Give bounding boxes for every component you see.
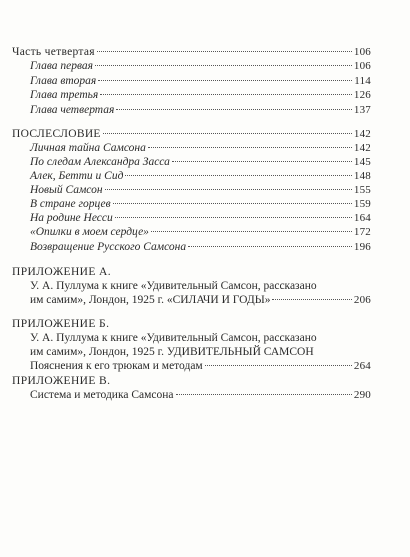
toc-title: ПОСЛЕСЛОВИЕ: [12, 128, 101, 140]
toc-title: Глава первая: [30, 60, 93, 72]
dot-leader: [105, 189, 352, 190]
toc-page-number: 137: [353, 104, 371, 116]
dot-leader: [205, 365, 352, 366]
toc-title: В стране горцев: [30, 198, 111, 210]
toc-title: По следам Александра Засса: [30, 156, 170, 168]
toc-entry-afterword-3: [30, 169, 371, 183]
dot-leader: [115, 217, 352, 218]
dot-leader: [113, 203, 352, 204]
toc-page-number: 159: [353, 198, 371, 210]
dot-leader: [103, 133, 352, 134]
dot-leader: [172, 161, 352, 162]
dot-leader: [176, 394, 352, 395]
toc-title: Глава вторая: [30, 75, 97, 87]
toc-entry-appendix-c: [30, 388, 371, 402]
toc-entry-chapter-1: [30, 59, 371, 73]
toc-entry-afterword-2: [30, 155, 371, 169]
toc-entry-afterword-4: [30, 183, 371, 197]
dot-leader: [116, 109, 352, 110]
dot-leader: [98, 80, 352, 81]
toc-page-number: 106: [353, 46, 371, 58]
appendix-a-line-1: У. А. Пуллума к книге «Удивительный Самсон, рассказано: [30, 280, 317, 292]
toc-title: Глава третья: [30, 89, 99, 101]
toc-title: «Опилки в моем сердце»: [30, 226, 149, 238]
toc-page-number: 148: [353, 170, 371, 182]
toc-page-number: 164: [353, 212, 371, 224]
toc-title: Глава четвертая: [30, 104, 115, 116]
toc-page-number: 126: [353, 89, 371, 101]
toc-title: Возвращение Русского Самсона: [30, 241, 187, 253]
toc-entry-afterword-6: [30, 211, 371, 225]
toc-page-number: 172: [353, 226, 371, 238]
toc-page-number: 106: [353, 60, 371, 72]
toc-title: Алек, Бетти и Сид: [30, 170, 124, 182]
appendix-c-heading: [12, 374, 110, 388]
toc-entry-chapter-2: [30, 74, 371, 88]
toc-page-number: 142: [353, 142, 371, 154]
dot-leader: [148, 147, 352, 148]
dot-leader: [125, 175, 351, 176]
toc-title: Часть четвертая: [12, 46, 95, 58]
dot-leader: [188, 246, 352, 247]
toc-entry-appendix-b: [30, 359, 371, 373]
toc-title: Личная тайна Самсона: [30, 142, 146, 154]
appendix-c-title: ПРИЛОЖЕНИЕ В.: [12, 375, 111, 387]
dot-leader: [95, 65, 352, 66]
toc-entry-part4: [12, 45, 371, 59]
toc-title: Новый Самсон: [30, 184, 103, 196]
dot-leader: [100, 94, 352, 95]
dot-leader: [272, 299, 351, 300]
appendix-a-heading: [12, 265, 111, 279]
toc-entry-afterword-8: [30, 240, 371, 254]
dot-leader: [97, 51, 352, 52]
appendix-b-line-2: им самим», Лондон, 1925 г. УДИВИТЕЛЬНЫЙ САМСОН: [30, 346, 314, 358]
toc-page-number: 155: [353, 184, 371, 196]
toc-title: Пояснения к его трюкам и методам: [30, 360, 203, 372]
toc-entry-chapter-4: [30, 103, 371, 117]
toc-entry-afterword-1: [30, 141, 371, 155]
toc-page-number: 145: [353, 156, 371, 168]
toc-entry-afterword: [12, 127, 371, 141]
toc-entry-appendix-a: [30, 293, 371, 307]
toc-page-number: 290: [353, 389, 371, 401]
toc-page-number: 142: [353, 128, 371, 140]
toc-page-number: 264: [353, 360, 371, 372]
toc-entry-afterword-7: [30, 225, 371, 239]
toc-page-number: 114: [354, 75, 371, 87]
toc-entry-chapter-3: [30, 88, 371, 102]
toc-title: Система и методика Самсона: [30, 389, 174, 401]
appendix-b-line-1: У. А. Пуллума к книге «Удивительный Самсон, рассказано: [30, 332, 317, 344]
toc-page-number: 196: [353, 241, 371, 253]
toc-title: им самим», Лондон, 1925 г. «СИЛАЧИ И ГОДЫ»: [30, 294, 271, 306]
toc-entry-afterword-5: [30, 197, 371, 211]
appendix-b-heading: [12, 317, 109, 331]
toc-page-number: 206: [353, 294, 371, 306]
toc-title: На родине Несси: [30, 212, 113, 224]
appendix-b-title: ПРИЛОЖЕНИЕ Б.: [12, 318, 110, 330]
appendix-a-title: ПРИЛОЖЕНИЕ А.: [12, 266, 112, 278]
dot-leader: [151, 231, 352, 232]
